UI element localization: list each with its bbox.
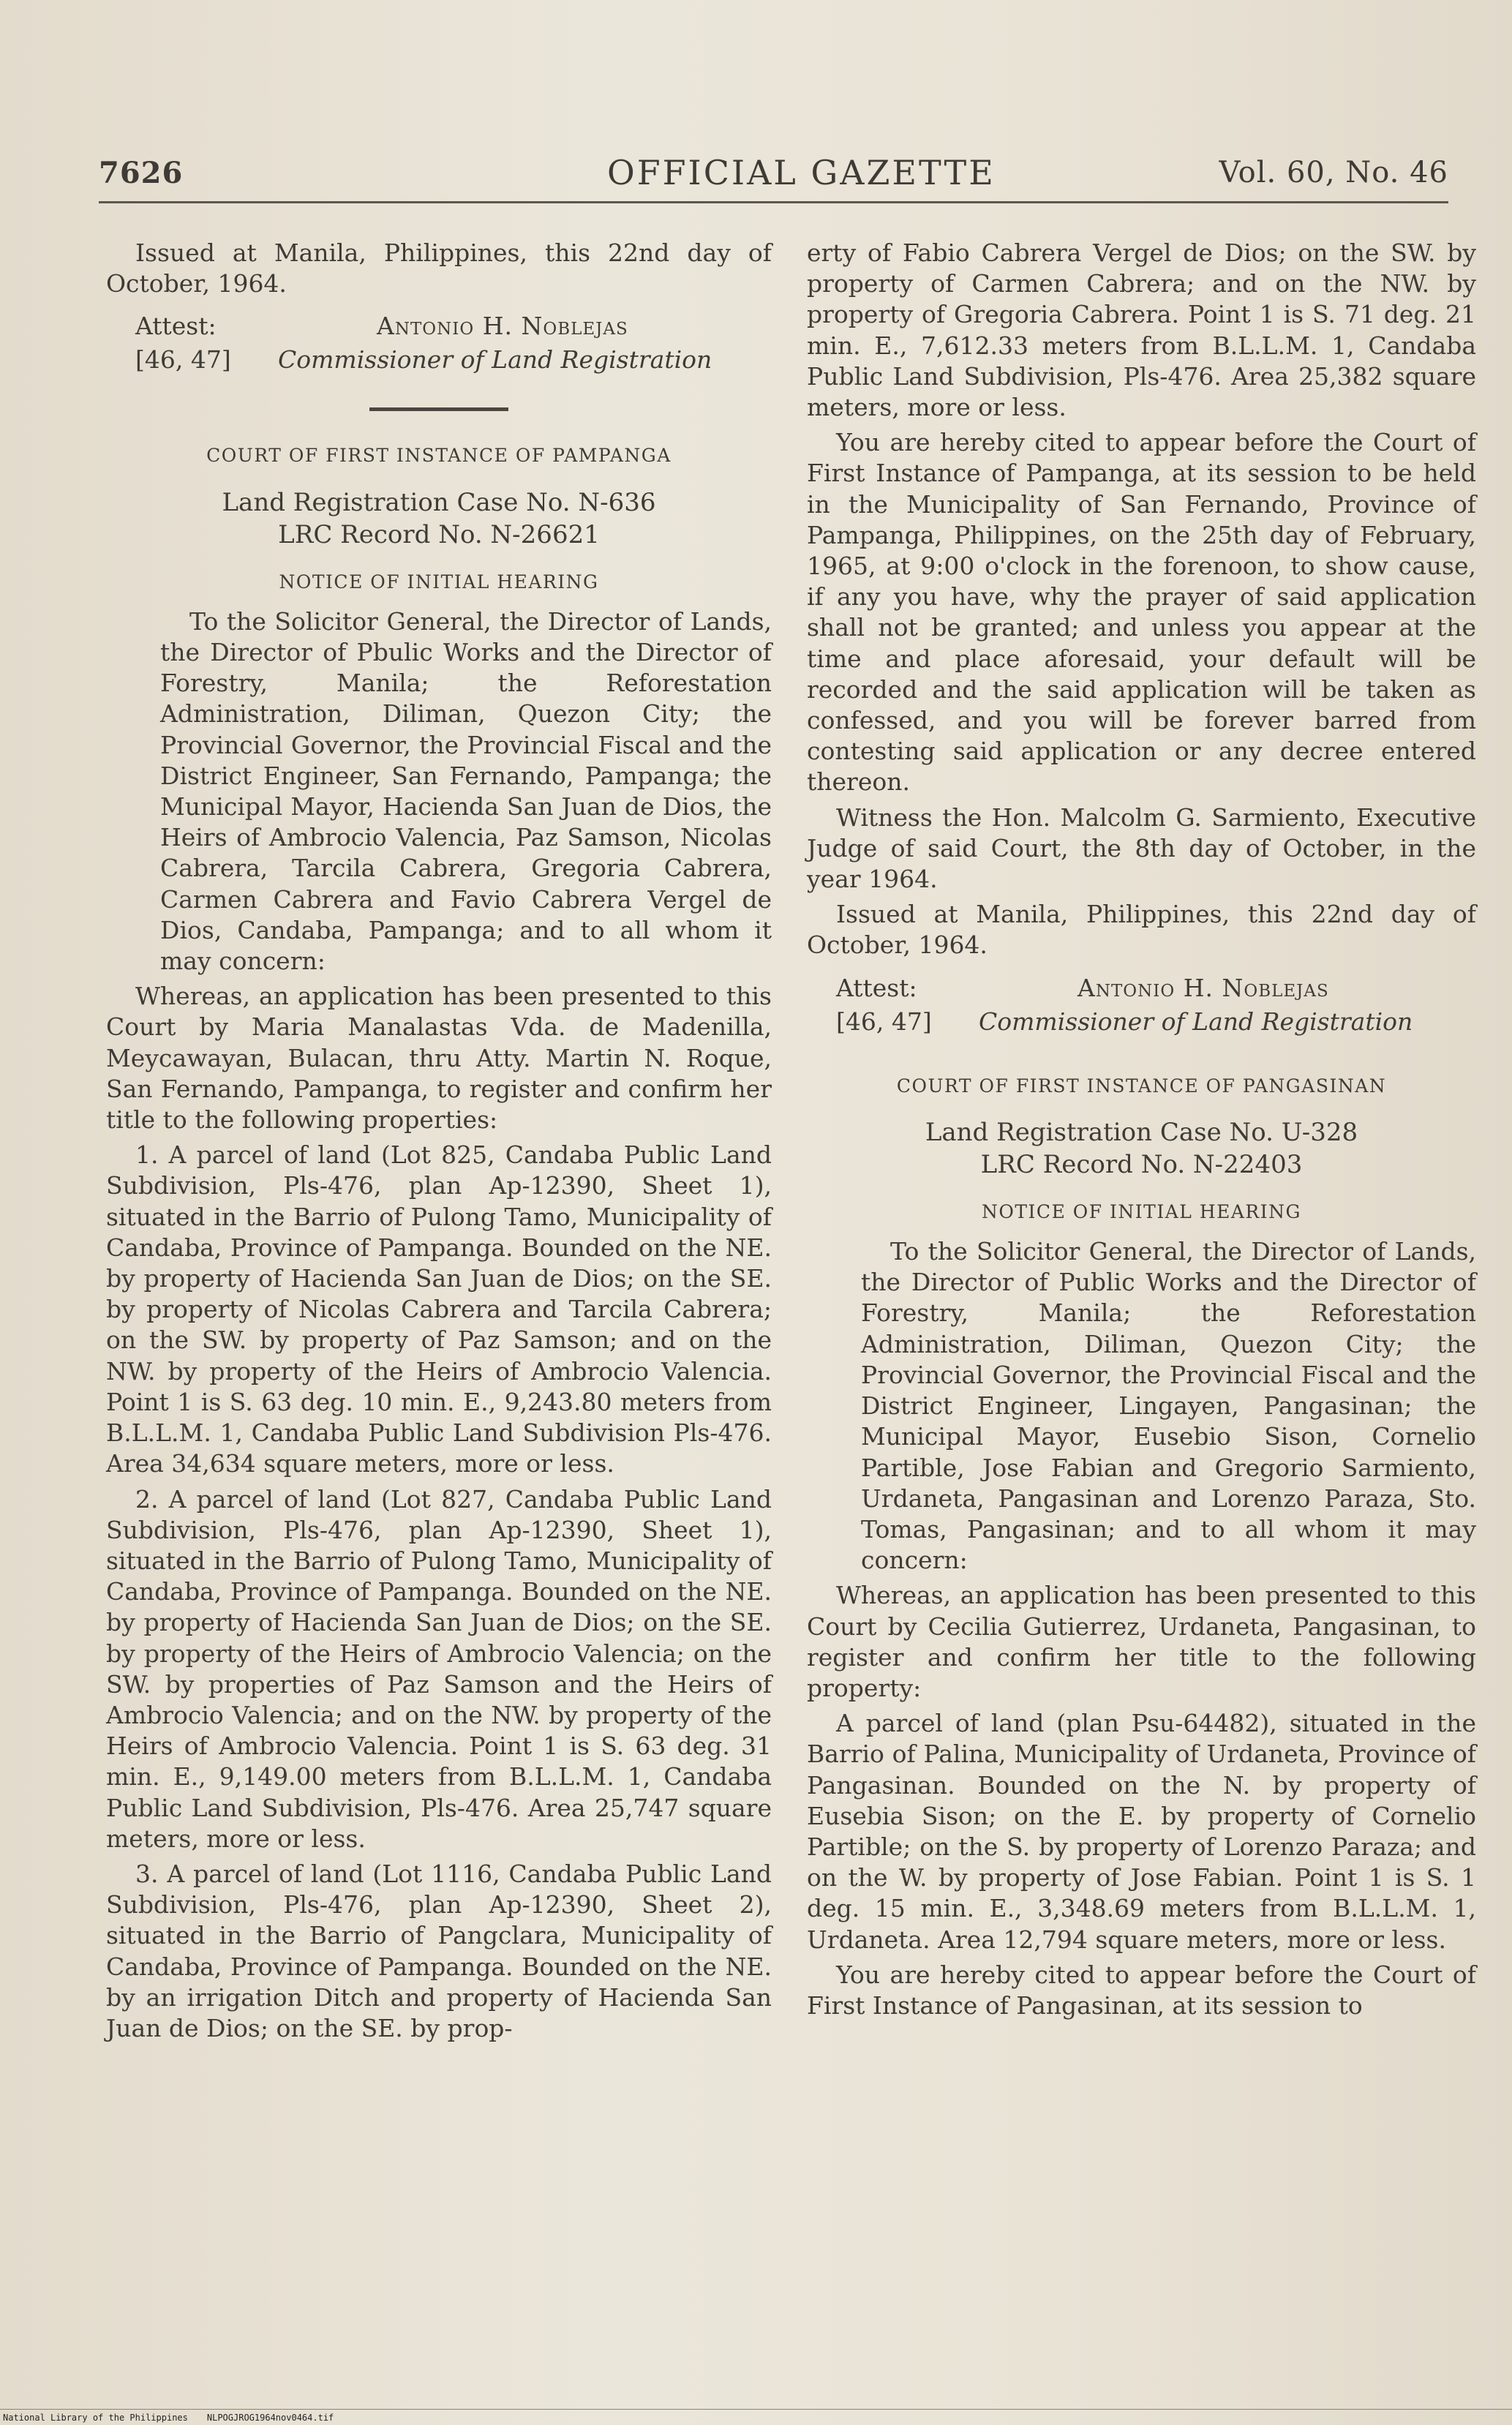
parcel-paragraph: A parcel of land (plan Psu-64482), situated in the Barrio of Palina, Municipality of Urdaneta, Province of Pangasinan. Bounded on the N. by property of Eusebia Sison; on the E. by property of Cornelio Partible; on the S. by property of Lorenzo Paraza; and on the W. by property of Jose Fabian. Point 1 is S. 1 deg. 15 min. E., 3,348.69 meters from B.L.L.M. 1, Urdaneta. Area 12,794 square meters, more or less.	[807, 1709, 1476, 1954]
page-number: 7626	[99, 156, 184, 190]
addressee-paragraph: To the Solicitor General, the Director of Lands, the Director of Pbulic Works and the Director of Forestry, Manila; the Reforestation Administration, Diliman, Quezon City; the Provincial Governor, the Provincial Fiscal and the District Engineer, San Fernando, Pampanga; the Municipal Mayor, Hacienda San Juan de Dios, the Heirs of Ambrocio Valencia, Paz Samson, Nicolas Cabrera, Tarcila Cabrera, Gregoria Cabrera, Carmen Cabrera and Favio Cabrera Vergel de Dios, Candaba, Pampanga; and to all whom it may concern:	[160, 606, 772, 976]
notice-heading: NOTICE OF INITIAL HEARING	[279, 571, 599, 593]
case-number: Land Registration Case No. U-328	[925, 1117, 1358, 1147]
attest-title: Commissioner of Land Registration	[979, 1007, 1413, 1036]
left-column	[106, 238, 772, 2048]
publication-title: OFFICIAL GAZETTE	[607, 153, 996, 192]
scan-footer	[3, 2413, 334, 2423]
parcel-paragraph-2: 2. A parcel of land (Lot 827, Candaba Public Land Subdivision, Pls-476, plan Ap-12390, Sheet 1), situated in the Barrio of Pulong Tamo, Municipality of Candaba, Province of Pampanga. Bounded on the NE. by property of Hacienda San Juan de Dios; on the SE. by property of the Heirs of Ambrocio Valencia; on the SW. by properties of Paz Samson and the Heirs of Ambrocio Valencia; and on the NW. by property of the Heirs of Ambrocio Valencia. Point 1 is S. 63 deg. 31 min. E., 9,149.00 meters from B.L.L.M. 1, Candaba Public Land Subdivision, Pls-476. Area 25,747 square meters, more or less.	[106, 1484, 772, 1853]
court-heading: COURT OF FIRST INSTANCE OF PAMPANGA	[206, 445, 672, 467]
case-heading	[807, 1116, 1476, 1181]
section-divider	[369, 407, 508, 411]
footer-divider	[0, 2409, 1512, 2410]
witness-paragraph: Witness the Hon. Malcolm G. Sarmiento, Executive Judge of said Court, the 8th day of October, in the year 1964.	[807, 802, 1476, 894]
attest-label: Attest:	[135, 312, 217, 341]
notice-heading: NOTICE OF INITIAL HEARING	[982, 1200, 1301, 1222]
issued-statement: Issued at Manila, Philippines, this 22nd day of October, 1964.	[807, 900, 1476, 960]
library-credit: National Library of the Philippines	[3, 2413, 188, 2423]
record-number: LRC Record No. N-22403	[980, 1149, 1303, 1179]
page-header	[99, 150, 1448, 203]
attest-title: Commissioner of Land Registration	[278, 345, 712, 375]
case-number: Land Registration Case No. N-636	[222, 487, 656, 517]
court-heading: COURT OF FIRST INSTANCE OF PANGASINAN	[896, 1075, 1387, 1097]
attest-name: Antonio H. Noblejas	[377, 312, 628, 341]
volume-number: Vol. 60, No. 46	[1219, 156, 1448, 189]
citation-paragraph: You are hereby cited to appear before the Court of First Instance of Pampanga, at its session to be held in the Municipality of San Fernando, Province of Pampanga, Philippines, on the 25th day of February, 1965, at 9:00 o'clock in the forenoon, to show cause, if any you have, why the prayer of said application shall not be granted; and unless you appear at the time and place aforesaid, your default will be recorded and the said application will be taken as confessed, and you will be forever barred from contesting said application or any decree entered thereon.	[807, 428, 1476, 797]
attest-reference: [46, 47]	[135, 345, 231, 375]
attest-block	[836, 971, 1476, 1039]
whereas-paragraph: Whereas, an application has been presented to this Court by Maria Manalastas Vda. de Madenilla, Meycawayan, Bulacan, thru Atty. Martin N. Roque, San Fernando, Pampanga, to register and confirm her title to the following properties:	[106, 982, 772, 1135]
addressee-paragraph: To the Solicitor General, the Director of Lands, the Director of Public Works and the Director of Forestry, Manila; the Reforestation Administration, Diliman, Quezon City; the Provincial Governor, the Provincial Fiscal and the District Engineer, Lingayen, Pangasinan; the Municipal Mayor, Eusebio Sison, Cornelio Partible, Jose Fabian and Gregorio Sarmiento, Urdaneta, Pangasinan and Lorenzo Paraza, Sto. Tomas, Pangasinan; and to all whom it may concern:	[861, 1237, 1476, 1575]
attest-label: Attest:	[836, 973, 917, 1002]
file-name: NLPOGJROG1964nov0464.tif	[206, 2413, 334, 2423]
issued-statement: Issued at Manila, Philippines, this 22nd day of October, 1964.	[106, 238, 772, 298]
whereas-paragraph: Whereas, an application has been presented to this Court by Cecilia Gutierrez, Urdaneta, Pangasinan, to register and confirm her title to the following property:	[807, 1581, 1476, 1702]
right-column	[807, 238, 1476, 2026]
attest-block	[135, 309, 772, 377]
case-heading	[106, 486, 772, 551]
continuation-paragraph: erty of Fabio Cabrera Vergel de Dios; on the SW. by property of Carmen Cabrera; and on the NW. by property of Gregoria Cabrera. Point 1 is S. 71 deg. 21 min. E., 7,612.33 meters from B.L.L.M. 1, Candaba Public Land Subdivision, Pls-476. Area 25,382 square meters, more or less.	[807, 238, 1476, 422]
record-number: LRC Record No. N-26621	[278, 519, 600, 549]
attest-name: Antonio H. Noblejas	[1077, 973, 1329, 1002]
attest-reference: [46, 47]	[836, 1007, 932, 1036]
citation-paragraph-start: You are hereby cited to appear before the Court of First Instance of Pangasinan, at its session to	[807, 1960, 1476, 2020]
parcel-paragraph-1: 1. A parcel of land (Lot 825, Candaba Public Land Subdivision, Pls-476, plan Ap-12390, Sheet 1), situated in the Barrio of Pulong Tamo, Municipality of Candaba, Province of Pampanga. Bounded on the NE. by property of Hacienda San Juan de Dios; on the SE. by property of Nicolas Cabrera and Tarcila Cabrera; on the SW. by property of Paz Samson; and on the NW. by property of the Heirs of Ambrocio Valencia. Point 1 is S. 63 deg. 10 min. E., 9,243.80 meters from B.L.L.M. 1, Candaba Public Land Subdivision Pls-476. Area 34,634 square meters, more or less.	[106, 1140, 772, 1478]
parcel-paragraph-3: 3. A parcel of land (Lot 1116, Candaba Public Land Subdivision, Pls-476, plan Ap-12390, Sheet 2), situated in the Barrio of Pangclara, Municipality of Candaba, Province of Pampanga. Bounded on the NE. by an irrigation Ditch and property of Hacienda San Juan de Dios; on the SE. by prop-	[106, 1859, 772, 2042]
